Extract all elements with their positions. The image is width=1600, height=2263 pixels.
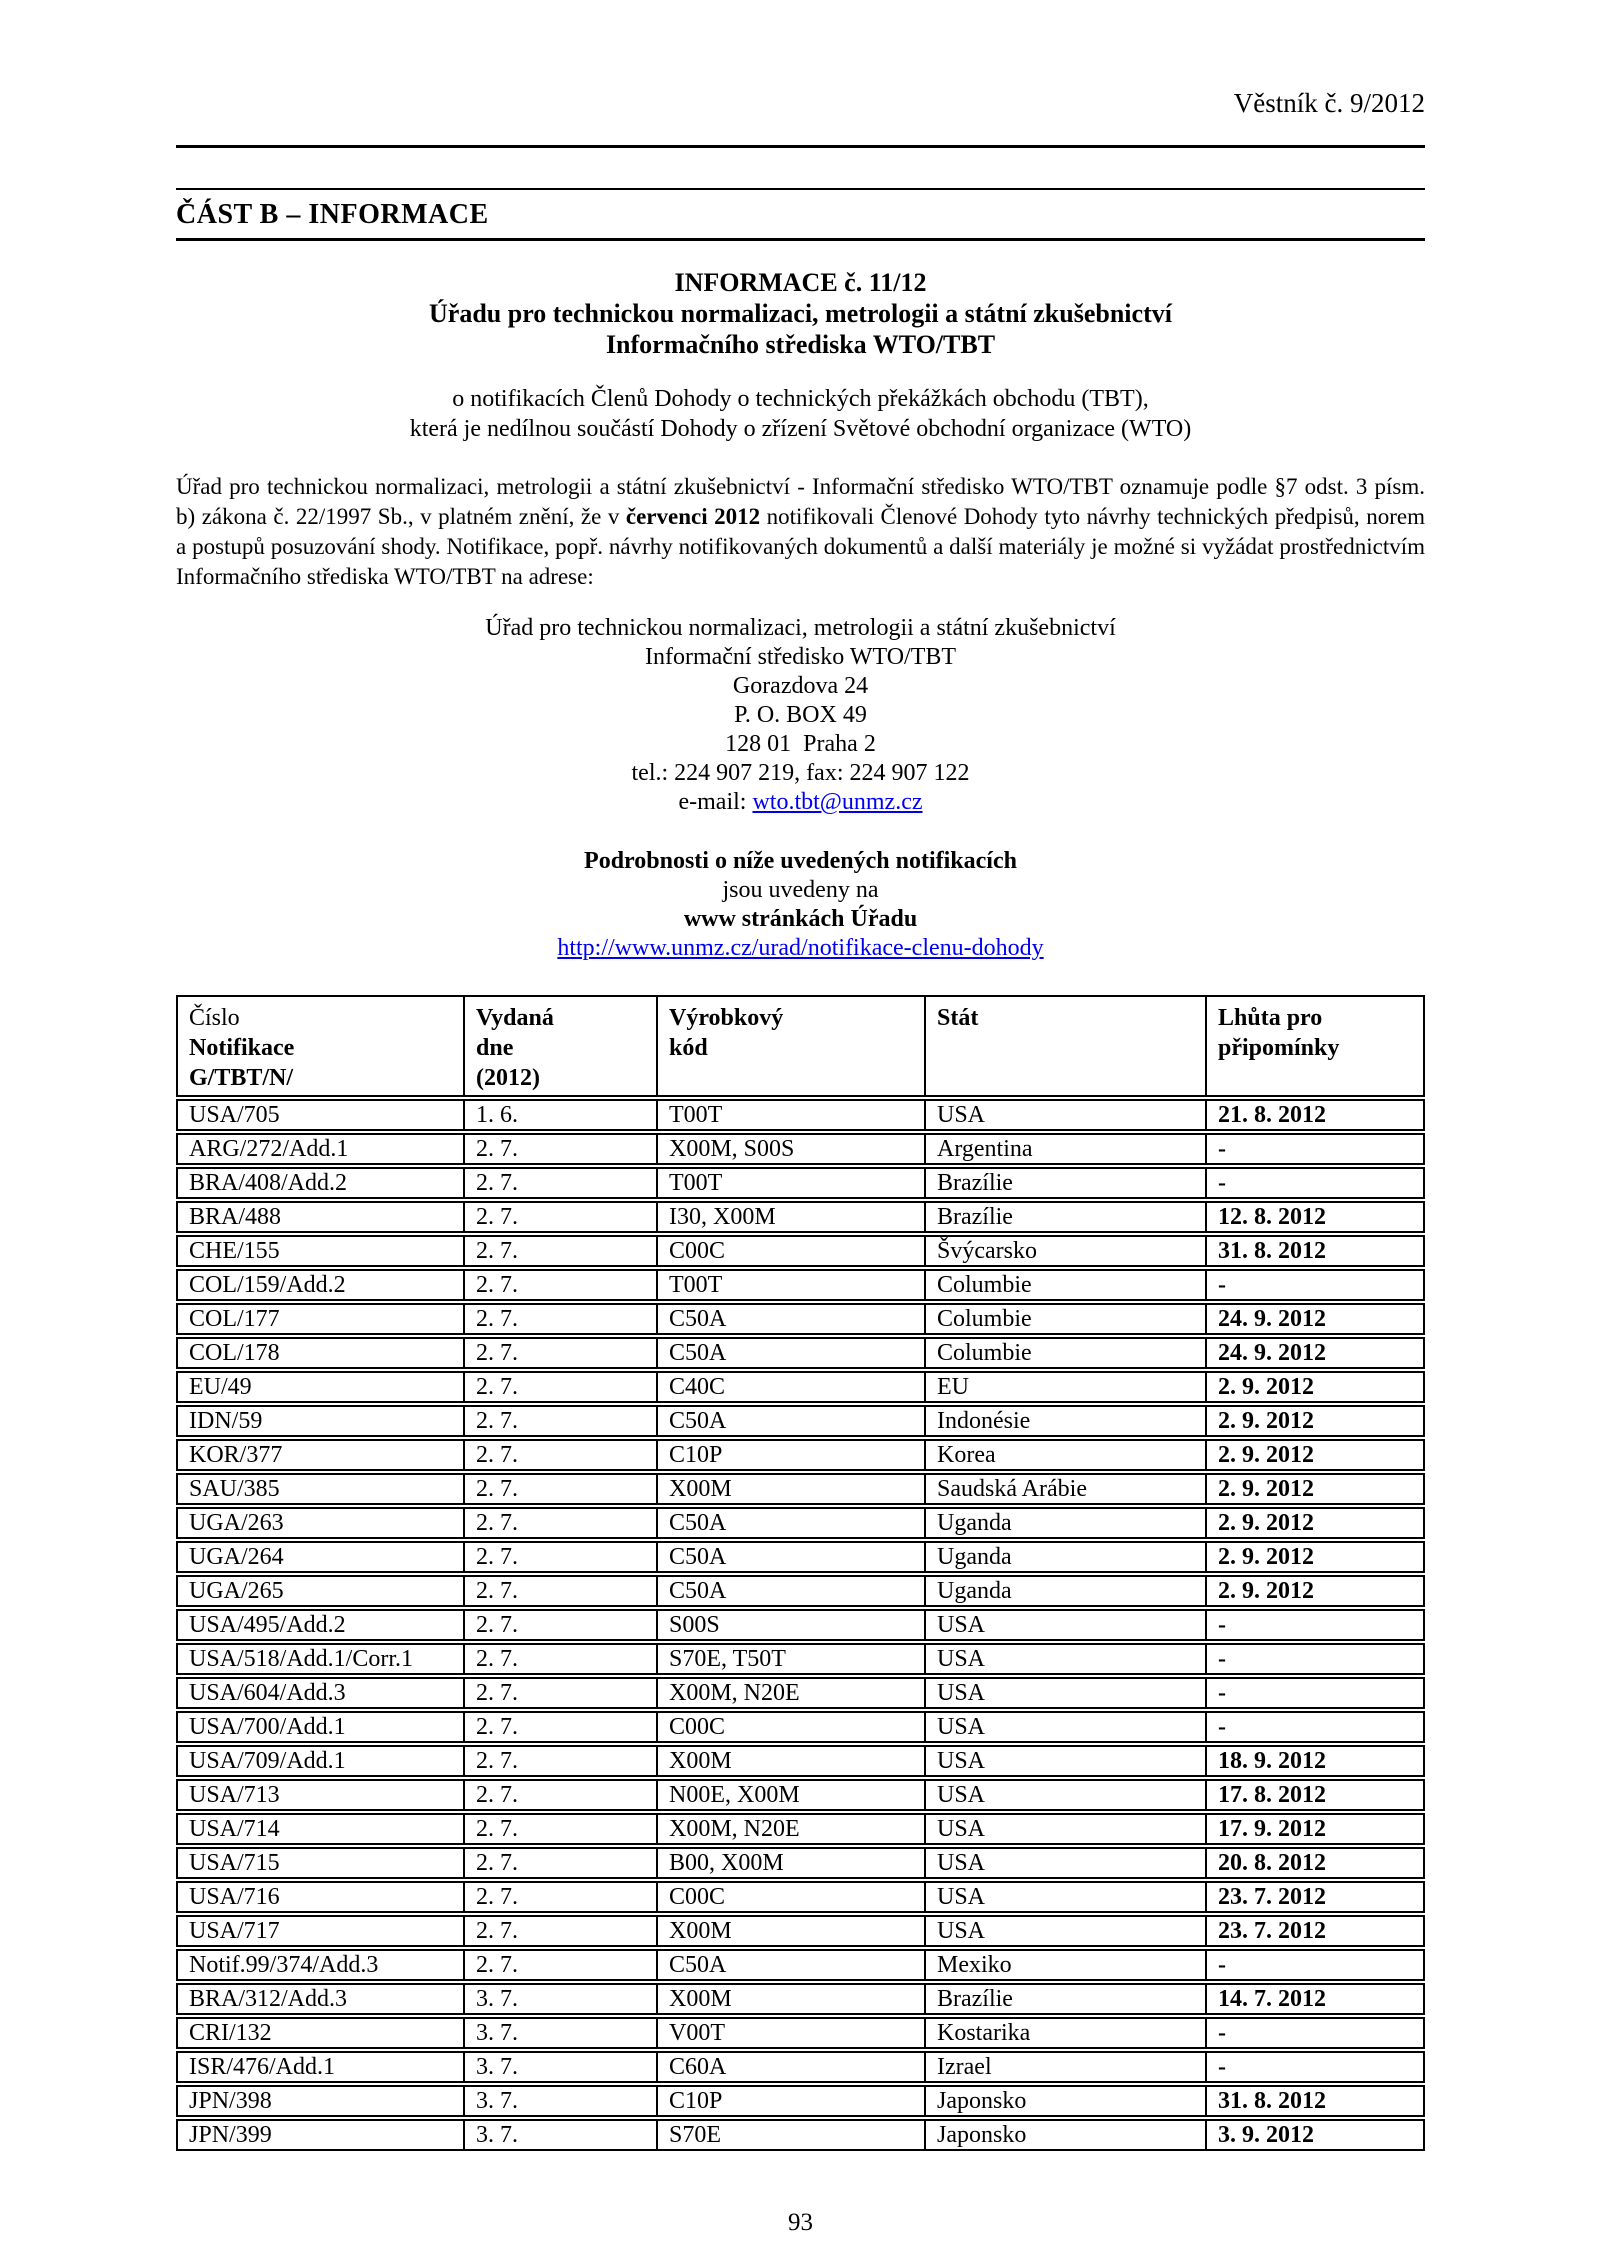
info-title-line1: INFORMACE č. 11/12 — [674, 268, 927, 297]
cell-state: EU — [924, 1371, 1205, 1403]
col-header-number — [176, 995, 463, 1097]
cell-state: Kostarika — [924, 2017, 1205, 2049]
cell-state: Izrael — [924, 2051, 1205, 2083]
cell-state: Indonésie — [924, 1405, 1205, 1437]
cell-deadline: 2. 9. 2012 — [1205, 1507, 1425, 1539]
cell-deadline: 12. 8. 2012 — [1205, 1201, 1425, 1233]
cell-issued-date: 2. 7. — [463, 1813, 656, 1845]
cell-issued-date: 2. 7. — [463, 1779, 656, 1811]
cell-deadline: 3. 9. 2012 — [1205, 2119, 1425, 2151]
cell-deadline: - — [1205, 1711, 1425, 1743]
email-label: e-mail: — [678, 789, 753, 815]
cell-state: USA — [924, 1847, 1205, 1879]
intro-paragraph-bold-date: červenci 2012 — [625, 504, 761, 529]
cell-issued-date: 2. 7. — [463, 1507, 656, 1539]
cell-deadline: - — [1205, 1949, 1425, 1981]
cell-issued-date: 2. 7. — [463, 1915, 656, 1947]
address-email-line — [176, 788, 1425, 817]
details-block — [176, 847, 1425, 963]
cell-issued-date: 2. 7. — [463, 1269, 656, 1301]
cell-product-code: C50A — [656, 1405, 924, 1437]
address-center: Informační středisko WTO/TBT — [644, 644, 957, 670]
cell-state: Japonsko — [924, 2119, 1205, 2151]
cell-number: USA/700/Add.1 — [176, 1711, 463, 1743]
cell-state: Argentina — [924, 1133, 1205, 1165]
cell-product-code: T00T — [656, 1167, 924, 1199]
cell-number: USA/709/Add.1 — [176, 1745, 463, 1777]
cell-state: USA — [924, 1745, 1205, 1777]
cell-deadline: 2. 9. 2012 — [1205, 1575, 1425, 1607]
cell-number: USA/713 — [176, 1779, 463, 1811]
table-row — [176, 1405, 1425, 1437]
details-line1: Podrobnosti o níže uvedených notifikacích — [584, 848, 1017, 874]
col-header-state-line1: Stát — [937, 1005, 979, 1031]
cell-product-code: C00C — [656, 1881, 924, 1913]
table-row — [176, 1609, 1425, 1641]
table-row — [176, 2085, 1425, 2117]
cell-state: Uganda — [924, 1541, 1205, 1573]
cell-deadline: 2. 9. 2012 — [1205, 1405, 1425, 1437]
section-title: ČÁST B – INFORMACE — [176, 199, 489, 230]
cell-issued-date: 2. 7. — [463, 1235, 656, 1267]
cell-number: UGA/265 — [176, 1575, 463, 1607]
cell-issued-date: 2. 7. — [463, 1303, 656, 1335]
cell-state: USA — [924, 1915, 1205, 1947]
cell-state: Švýcarsko — [924, 1235, 1205, 1267]
cell-state: Uganda — [924, 1575, 1205, 1607]
cell-state: Saudská Arábie — [924, 1473, 1205, 1505]
cell-issued-date: 2. 7. — [463, 1201, 656, 1233]
cell-issued-date: 2. 7. — [463, 1405, 656, 1437]
col-header-number-line1: Číslo — [189, 1005, 240, 1031]
cell-number: USA/717 — [176, 1915, 463, 1947]
cell-deadline: 2. 9. 2012 — [1205, 1439, 1425, 1471]
cell-state: Columbie — [924, 1337, 1205, 1369]
cell-product-code: X00M, S00S — [656, 1133, 924, 1165]
divider-below-section — [176, 238, 1425, 241]
intro-paragraph-text: Úřad pro technickou normalizaci, metrologii a státní zkušebnictví - Informační středisko WTO/TBT oznamuje podle §7 odst. 3 písm. b) zákona č. 22/1997 Sb., v platném znění, že v — [176, 474, 1425, 529]
cell-number: BRA/312/Add.3 — [176, 1983, 463, 2015]
cell-deadline: 24. 9. 2012 — [1205, 1337, 1425, 1369]
cell-deadline: 20. 8. 2012 — [1205, 1847, 1425, 1879]
cell-issued-date: 2. 7. — [463, 1881, 656, 1913]
cell-number: UGA/263 — [176, 1507, 463, 1539]
col-header-deadline — [1205, 995, 1425, 1097]
table-row — [176, 1371, 1425, 1403]
table-row — [176, 1711, 1425, 1743]
cell-issued-date: 3. 7. — [463, 2085, 656, 2117]
table-row — [176, 2119, 1425, 2151]
cell-number: UGA/264 — [176, 1541, 463, 1573]
cell-number: USA/518/Add.1/Corr.1 — [176, 1643, 463, 1675]
cell-deadline: 31. 8. 2012 — [1205, 1235, 1425, 1267]
cell-deadline: 23. 7. 2012 — [1205, 1881, 1425, 1913]
cell-deadline: 2. 9. 2012 — [1205, 1541, 1425, 1573]
cell-number: KOR/377 — [176, 1439, 463, 1471]
table-row — [176, 1099, 1425, 1131]
cell-product-code: S70E — [656, 2119, 924, 2151]
cell-deadline: 14. 7. 2012 — [1205, 1983, 1425, 2015]
cell-product-code: C50A — [656, 1541, 924, 1573]
email-link[interactable]: wto.tbt@unmz.cz — [752, 789, 923, 815]
col-header-state — [924, 995, 1205, 1097]
table-row — [176, 1915, 1425, 1947]
cell-product-code: C00C — [656, 1235, 924, 1267]
cell-issued-date: 3. 7. — [463, 2119, 656, 2151]
cell-state: Mexiko — [924, 1949, 1205, 1981]
cell-product-code: C50A — [656, 1575, 924, 1607]
cell-issued-date: 3. 7. — [463, 1983, 656, 2015]
details-link-line — [176, 934, 1425, 963]
cell-deadline: - — [1205, 1643, 1425, 1675]
cell-product-code: C50A — [656, 1337, 924, 1369]
cell-number: IDN/59 — [176, 1405, 463, 1437]
cell-issued-date: 2. 7. — [463, 1337, 656, 1369]
col-header-deadline-line2: připomínky — [1218, 1035, 1340, 1061]
address-block — [176, 614, 1425, 817]
col-header-issued-line2: dne — [476, 1035, 514, 1061]
cell-issued-date: 1. 6. — [463, 1099, 656, 1131]
cell-state: USA — [924, 1609, 1205, 1641]
cell-product-code: C10P — [656, 1439, 924, 1471]
table-row — [176, 1779, 1425, 1811]
table-row — [176, 1541, 1425, 1573]
cell-issued-date: 2. 7. — [463, 1949, 656, 1981]
cell-number: BRA/408/Add.2 — [176, 1167, 463, 1199]
cell-deadline: 21. 8. 2012 — [1205, 1099, 1425, 1131]
table-header-row — [176, 995, 1425, 1097]
cell-state: USA — [924, 1881, 1205, 1913]
cell-product-code: X00M — [656, 1745, 924, 1777]
cell-deadline: 17. 8. 2012 — [1205, 1779, 1425, 1811]
info-subtitle-line1: o notifikacích Členů Dohody o technických překážkách obchodu (TBT), — [452, 386, 1149, 412]
cell-number: JPN/399 — [176, 2119, 463, 2151]
journal-header: Věstník č. 9/2012 — [1233, 88, 1425, 118]
cell-deadline: - — [1205, 2051, 1425, 2083]
cell-issued-date: 2. 7. — [463, 1711, 656, 1743]
cell-number: JPN/398 — [176, 2085, 463, 2117]
cell-issued-date: 2. 7. — [463, 1541, 656, 1573]
intro-paragraph-text-after: notifikovali Členové Dohody tyto návrhy technických předpisů, norem a postupů posuzování shody. Notifikace, popř. návrhy notifikovaných dokumentů a další materiály je možné si vyžádat prostřednictvím Informačního střediska WTO/TBT na adrese: — [176, 504, 1425, 589]
table-row — [176, 1473, 1425, 1505]
cell-number: USA/714 — [176, 1813, 463, 1845]
cell-deadline: - — [1205, 1677, 1425, 1709]
cell-state: Uganda — [924, 1507, 1205, 1539]
cell-number: COL/177 — [176, 1303, 463, 1335]
table-row — [176, 1643, 1425, 1675]
table-row — [176, 1983, 1425, 2015]
cell-state: Columbie — [924, 1303, 1205, 1335]
divider-top — [176, 145, 1425, 148]
cell-number: COL/178 — [176, 1337, 463, 1369]
col-header-number-line2: Notifikace — [189, 1035, 295, 1061]
table-row — [176, 1133, 1425, 1165]
cell-product-code: X00M — [656, 1915, 924, 1947]
cell-issued-date: 2. 7. — [463, 1371, 656, 1403]
info-subtitle-line2: která je nedílnou součástí Dohody o zřízení Světové obchodní organizace (WTO) — [409, 416, 1192, 442]
address-phone-fax: tel.: 224 907 219, fax: 224 907 122 — [631, 760, 970, 786]
table-row — [176, 2017, 1425, 2049]
address-pobox: P. O. BOX 49 — [734, 702, 867, 728]
table-row — [176, 1201, 1425, 1233]
cell-state: USA — [924, 1813, 1205, 1845]
cell-deadline: 31. 8. 2012 — [1205, 2085, 1425, 2117]
cell-issued-date: 3. 7. — [463, 2051, 656, 2083]
table-row — [176, 1337, 1425, 1369]
col-header-issued-line1: Vydaná — [476, 1005, 554, 1031]
cell-product-code: S00S — [656, 1609, 924, 1641]
cell-product-code: T00T — [656, 1269, 924, 1301]
table-row — [176, 1439, 1425, 1471]
notifications-url-link[interactable]: http://www.unmz.cz/urad/notifikace-clenu-dohody — [557, 935, 1044, 961]
cell-product-code: C10P — [656, 2085, 924, 2117]
cell-deadline: 2. 9. 2012 — [1205, 1371, 1425, 1403]
cell-number: CRI/132 — [176, 2017, 463, 2049]
cell-product-code: V00T — [656, 2017, 924, 2049]
table-row — [176, 1847, 1425, 1879]
cell-issued-date: 2. 7. — [463, 1643, 656, 1675]
cell-product-code: X00M — [656, 1983, 924, 2015]
cell-product-code: C40C — [656, 1371, 924, 1403]
details-line2: jsou uvedeny na — [722, 877, 879, 903]
cell-product-code: C00C — [656, 1711, 924, 1743]
cell-product-code: S70E, T50T — [656, 1643, 924, 1675]
cell-deadline: 2. 9. 2012 — [1205, 1473, 1425, 1505]
cell-deadline: - — [1205, 1133, 1425, 1165]
details-line3: www stránkách Úřadu — [683, 906, 918, 932]
cell-product-code: X00M, N20E — [656, 1813, 924, 1845]
cell-number: USA/495/Add.2 — [176, 1609, 463, 1641]
col-header-issued-line3: (2012) — [476, 1065, 540, 1091]
address-city: 128 01 Praha 2 — [725, 731, 876, 757]
col-header-number-line3: G/TBT/N/ — [189, 1065, 294, 1091]
cell-product-code: C50A — [656, 1507, 924, 1539]
cell-issued-date: 3. 7. — [463, 2017, 656, 2049]
cell-state: USA — [924, 1711, 1205, 1743]
notifications-table — [176, 993, 1425, 2153]
cell-deadline: - — [1205, 1167, 1425, 1199]
cell-state: USA — [924, 1643, 1205, 1675]
cell-product-code: C60A — [656, 2051, 924, 2083]
cell-state: Japonsko — [924, 2085, 1205, 2117]
cell-number: ARG/272/Add.1 — [176, 1133, 463, 1165]
cell-state: USA — [924, 1779, 1205, 1811]
cell-number: SAU/385 — [176, 1473, 463, 1505]
cell-state: Columbie — [924, 1269, 1205, 1301]
table-row — [176, 1745, 1425, 1777]
cell-issued-date: 2. 7. — [463, 1609, 656, 1641]
cell-number: BRA/488 — [176, 1201, 463, 1233]
address-street: Gorazdova 24 — [732, 673, 869, 699]
cell-state: USA — [924, 1677, 1205, 1709]
cell-number: USA/715 — [176, 1847, 463, 1879]
table-row — [176, 1303, 1425, 1335]
cell-deadline: 23. 7. 2012 — [1205, 1915, 1425, 1947]
cell-deadline: 24. 9. 2012 — [1205, 1303, 1425, 1335]
col-header-product-code — [656, 995, 924, 1097]
page-number: 93 — [788, 2209, 813, 2236]
table-row — [176, 1949, 1425, 1981]
cell-number: CHE/155 — [176, 1235, 463, 1267]
cell-product-code: C50A — [656, 1303, 924, 1335]
notifications-table-body — [176, 1099, 1425, 2151]
cell-state: Brazílie — [924, 1201, 1205, 1233]
cell-state: Brazílie — [924, 1983, 1205, 2015]
cell-issued-date: 2. 7. — [463, 1473, 656, 1505]
address-office: Úřad pro technickou normalizaci, metrologii a státní zkušebnictví — [485, 615, 1116, 641]
table-row — [176, 1677, 1425, 1709]
cell-number: EU/49 — [176, 1371, 463, 1403]
col-header-issued-date — [463, 995, 656, 1097]
cell-product-code: N00E, X00M — [656, 1779, 924, 1811]
cell-issued-date: 2. 7. — [463, 1847, 656, 1879]
col-header-product-line2: kód — [669, 1035, 708, 1061]
cell-deadline: - — [1205, 2017, 1425, 2049]
cell-product-code: X00M — [656, 1473, 924, 1505]
table-row — [176, 1167, 1425, 1199]
table-row — [176, 1235, 1425, 1267]
cell-issued-date: 2. 7. — [463, 1167, 656, 1199]
cell-deadline: 17. 9. 2012 — [1205, 1813, 1425, 1845]
info-title-line3: Informačního střediska WTO/TBT — [605, 330, 996, 359]
table-row — [176, 1881, 1425, 1913]
cell-number: USA/716 — [176, 1881, 463, 1913]
cell-number: Notif.99/374/Add.3 — [176, 1949, 463, 1981]
cell-product-code: C50A — [656, 1949, 924, 1981]
cell-issued-date: 2. 7. — [463, 1677, 656, 1709]
divider-above-section — [176, 188, 1425, 190]
cell-state: Korea — [924, 1439, 1205, 1471]
cell-state: Brazílie — [924, 1167, 1205, 1199]
cell-deadline: - — [1205, 1269, 1425, 1301]
cell-product-code: X00M, N20E — [656, 1677, 924, 1709]
table-row — [176, 1813, 1425, 1845]
cell-product-code: B00, X00M — [656, 1847, 924, 1879]
cell-product-code: I30, X00M — [656, 1201, 924, 1233]
table-row — [176, 1269, 1425, 1301]
cell-issued-date: 2. 7. — [463, 1133, 656, 1165]
cell-state: USA — [924, 1099, 1205, 1131]
info-title-line2: Úřadu pro technickou normalizaci, metrologii a státní zkušebnictví — [429, 299, 1172, 328]
table-row — [176, 2051, 1425, 2083]
cell-number: ISR/476/Add.1 — [176, 2051, 463, 2083]
cell-number: USA/705 — [176, 1099, 463, 1131]
info-title — [176, 267, 1425, 360]
col-header-deadline-line1: Lhůta pro — [1218, 1005, 1323, 1031]
intro-paragraph — [176, 472, 1425, 592]
cell-number: USA/604/Add.3 — [176, 1677, 463, 1709]
info-subtitle — [176, 384, 1425, 444]
cell-deadline: - — [1205, 1609, 1425, 1641]
cell-number: COL/159/Add.2 — [176, 1269, 463, 1301]
cell-issued-date: 2. 7. — [463, 1745, 656, 1777]
cell-deadline: 18. 9. 2012 — [1205, 1745, 1425, 1777]
col-header-product-line1: Výrobkový — [669, 1005, 784, 1031]
cell-issued-date: 2. 7. — [463, 1575, 656, 1607]
cell-product-code: T00T — [656, 1099, 924, 1131]
cell-issued-date: 2. 7. — [463, 1439, 656, 1471]
table-row — [176, 1507, 1425, 1539]
table-row — [176, 1575, 1425, 1607]
